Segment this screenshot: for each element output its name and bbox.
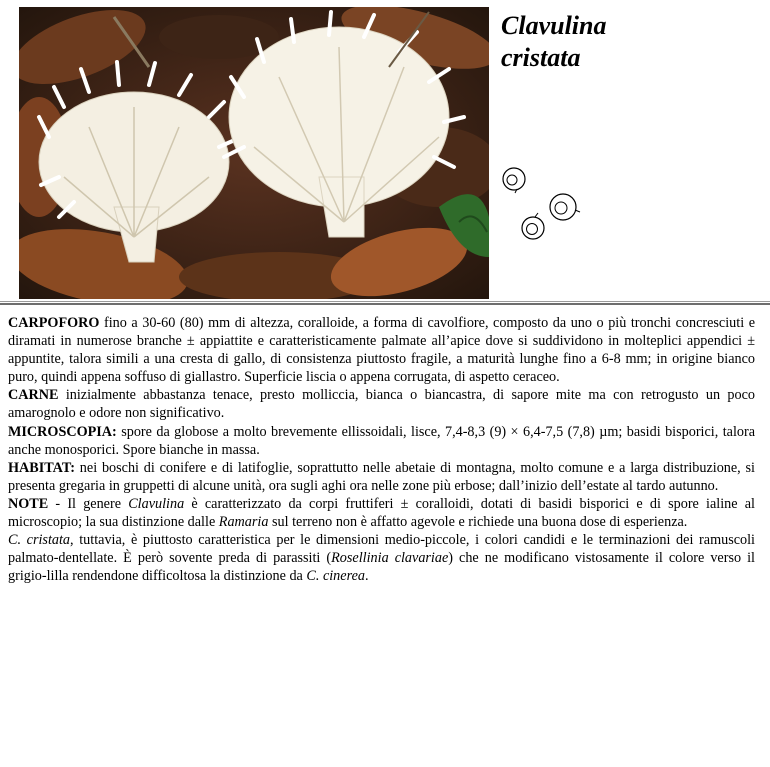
text-note-part3: sul terreno non è affatto agevole e richiede una buona dose di esperienza.	[268, 514, 688, 531]
mushroom-photo-illustration	[19, 7, 489, 299]
paragraph-note	[8, 495, 755, 531]
separator-rule	[0, 301, 770, 305]
mushroom-photo	[19, 7, 489, 299]
paragraph-microscopia	[8, 423, 755, 459]
label-note: NOTE	[8, 495, 49, 512]
description-text	[8, 314, 755, 585]
paragraph-carpoforo	[8, 314, 755, 386]
text-note2-part2: ) che ne modificano vistosamente il colore verso il grigio-lilla rendendone difficoltosa la distinzione da	[8, 550, 755, 585]
genus-ramaria: Ramaria	[218, 514, 269, 531]
text-note2-part3: .	[364, 568, 369, 585]
title-genus: Clavulina	[501, 11, 607, 40]
species-c-cinerea: C. cinerea	[306, 568, 365, 585]
species-c-cristata: C. cristata	[8, 532, 71, 549]
parasite-name: Rosellinia clavariae	[331, 550, 449, 567]
paragraph-habitat	[8, 459, 755, 495]
text-note2-part1: , tuttavia, è piuttosto caratteristica per le dimensioni medio-piccole, i colori candidi e le terminazioni dei ramuscoli palmato-dentellate. È però sovente preda di parassiti (	[8, 532, 755, 567]
label-habitat: HABITAT:	[8, 459, 75, 476]
text-carne: inizialmente abbastanza tenace, presto molliccia, bianca o biancastra, di sapore mite ma con retrogusto un poco amarognolo e odore non significativo.	[8, 387, 755, 422]
label-carne: CARNE	[8, 387, 59, 404]
title-species: cristata	[501, 43, 581, 72]
paragraph-note2	[8, 531, 755, 585]
text-note-part2: è caratterizzato da corpi fruttiferi ± coralloidi, dotati di basidi bisporici e di spore ialine al microscopio; la sua distinzione dalle	[8, 495, 755, 531]
text-microscopia: spore da globose a molto brevemente ellissoidali, lisce, 7,4-8,3 (9) × 6,4-7,5 (7,8) µm; basidi bisporici, talora anche monosporici. Spore bianche in massa.	[8, 423, 755, 458]
text-note-part1: - Il genere	[48, 495, 129, 512]
paragraph-carne	[8, 386, 755, 422]
species-title	[501, 10, 606, 74]
genus-clavulina: Clavulina	[128, 495, 185, 512]
label-carpoforo: CARPOFORO	[8, 315, 100, 331]
spore-drawing	[495, 160, 595, 250]
text-habitat: nei boschi di conifere e di latifoglie, soprattutto nelle abetaie di montagna, molto comune e a larga distribuzione, si presenta gregaria in gruppetti di alcune unità, ora sugli aghi ora nelle zone più erbose; dall’inizio dell’estate al tardo autunno.	[8, 459, 755, 494]
label-microscopia: MICROSCOPIA:	[8, 423, 117, 440]
text-carpoforo: fino a 30-60 (80) mm di altezza, coralloide, a forma di cavolfiore, composto da uno o più tronchi concresciuti e diramati in numerose branche ± appiattite e caratteristicamente palmate all’apice dove si suddividono in molteplici appendici ± appuntite, talora simili a una cresta di gallo, di consistenza piuttosto fragile, a maturità lunghe fino a 6-8 mm; in origine bianco puro, quindi appena soffuso di giallastro. Superficie liscia o appena corrugata, di aspetto ceraceo.	[8, 315, 755, 386]
